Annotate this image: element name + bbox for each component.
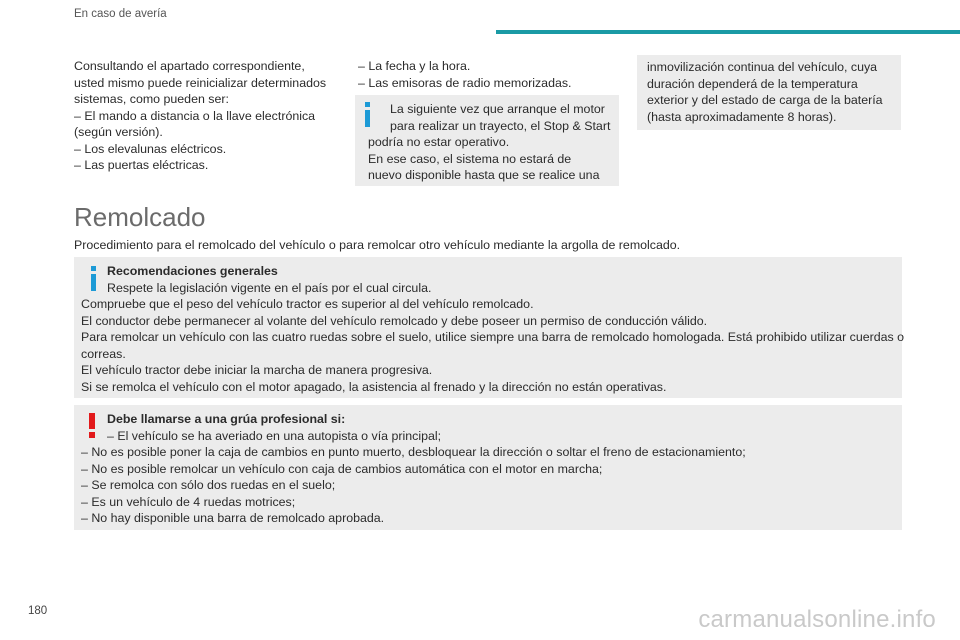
list-item: – Los elevalunas eléctricos. (74, 141, 227, 156)
text-line: podría no estar operativo. (368, 135, 510, 149)
warning-box (74, 405, 902, 530)
text-line: (según versión). (74, 125, 163, 139)
list-item: – El vehículo se ha averiado en una autopista o vía principal; (107, 428, 442, 443)
text-line: correas. (81, 346, 126, 361)
text-line: usted mismo puede reinicializar determinados (74, 75, 327, 90)
text-line: exterior y del estado de carga de la batería (647, 93, 883, 107)
column-1-text (74, 58, 344, 174)
text-line: nuevo disponible hasta que se realice una (368, 168, 600, 182)
list-item: – La fecha y la hora. (358, 59, 471, 73)
list-item: – No es posible remolcar un vehículo con caja de cambios automática con el motor en marcha; (81, 461, 603, 476)
section-title: Remolcado (74, 202, 206, 232)
text-line: duración dependerá de la temperatura (647, 76, 858, 91)
text-line: El conductor debe permanecer al volante del vehículo remolcado y debe poseer un permiso de conducción válido. (81, 313, 708, 328)
recommendations-box (74, 257, 905, 398)
column-2-text (358, 58, 620, 91)
list-item: – Es un vehículo de 4 ruedas motrices; (81, 494, 296, 509)
header-accent-bar (496, 30, 960, 34)
text-line: En ese caso, el sistema no estará de (368, 151, 572, 166)
text-line: Para remolcar un vehículo con las cuatro ruedas sobre el suelo, utilice siempre una barra de remolcado homologada. Está prohibido utilizar cuerdas o (81, 330, 905, 344)
list-item: – No es posible poner la caja de cambios en punto muerto, desbloquear la dirección o soltar el freno de estacionamiento; (81, 445, 746, 459)
text-line: La siguiente vez que arranque el motor (390, 102, 605, 116)
list-item: – Las puertas eléctricas. (74, 158, 209, 172)
stop-start-info-box (355, 95, 619, 186)
stop-start-info-box-continued (637, 55, 901, 130)
text-line: El vehículo tractor debe iniciar la marcha de manera progresiva. (81, 363, 433, 377)
text-line: para realizar un trayecto, el Stop & Start (390, 118, 611, 133)
text-line: (hasta aproximadamente 8 horas). (647, 109, 837, 124)
text-line: Compruebe que el peso del vehículo tractor es superior al del vehículo remolcado. (81, 297, 534, 311)
list-item: – El mando a distancia o la llave electrónica (74, 108, 316, 123)
watermark: carmanualsonline.info (698, 606, 936, 633)
text-line: Respete la legislación vigente en el país por el cual circula. (107, 280, 432, 295)
list-item: – No hay disponible una barra de remolcado aprobada. (81, 511, 385, 525)
recommendations-heading: Recomendaciones generales (107, 264, 278, 278)
list-item: – Las emisoras de radio memorizadas. (358, 75, 572, 90)
text-line: inmovilización continua del vehículo, cuya (647, 60, 878, 74)
text-line: sistemas, como pueden ser: (74, 92, 229, 106)
page-number: 180 (28, 605, 48, 617)
text-line: Consultando el apartado correspondiente, (74, 59, 305, 73)
text-line: Si se remolca el vehículo con el motor apagado, la asistencia al frenado y la dirección no están operativas. (81, 379, 667, 394)
warning-heading: Debe llamarse a una grúa profesional si: (107, 412, 346, 426)
chapter-title: En caso de avería (74, 8, 167, 20)
list-item: – Se remolca con sólo dos ruedas en el suelo; (81, 478, 336, 492)
section-intro: Procedimiento para el remolcado del vehículo o para remolcar otro vehículo mediante la argolla de remolcado. (74, 238, 681, 252)
